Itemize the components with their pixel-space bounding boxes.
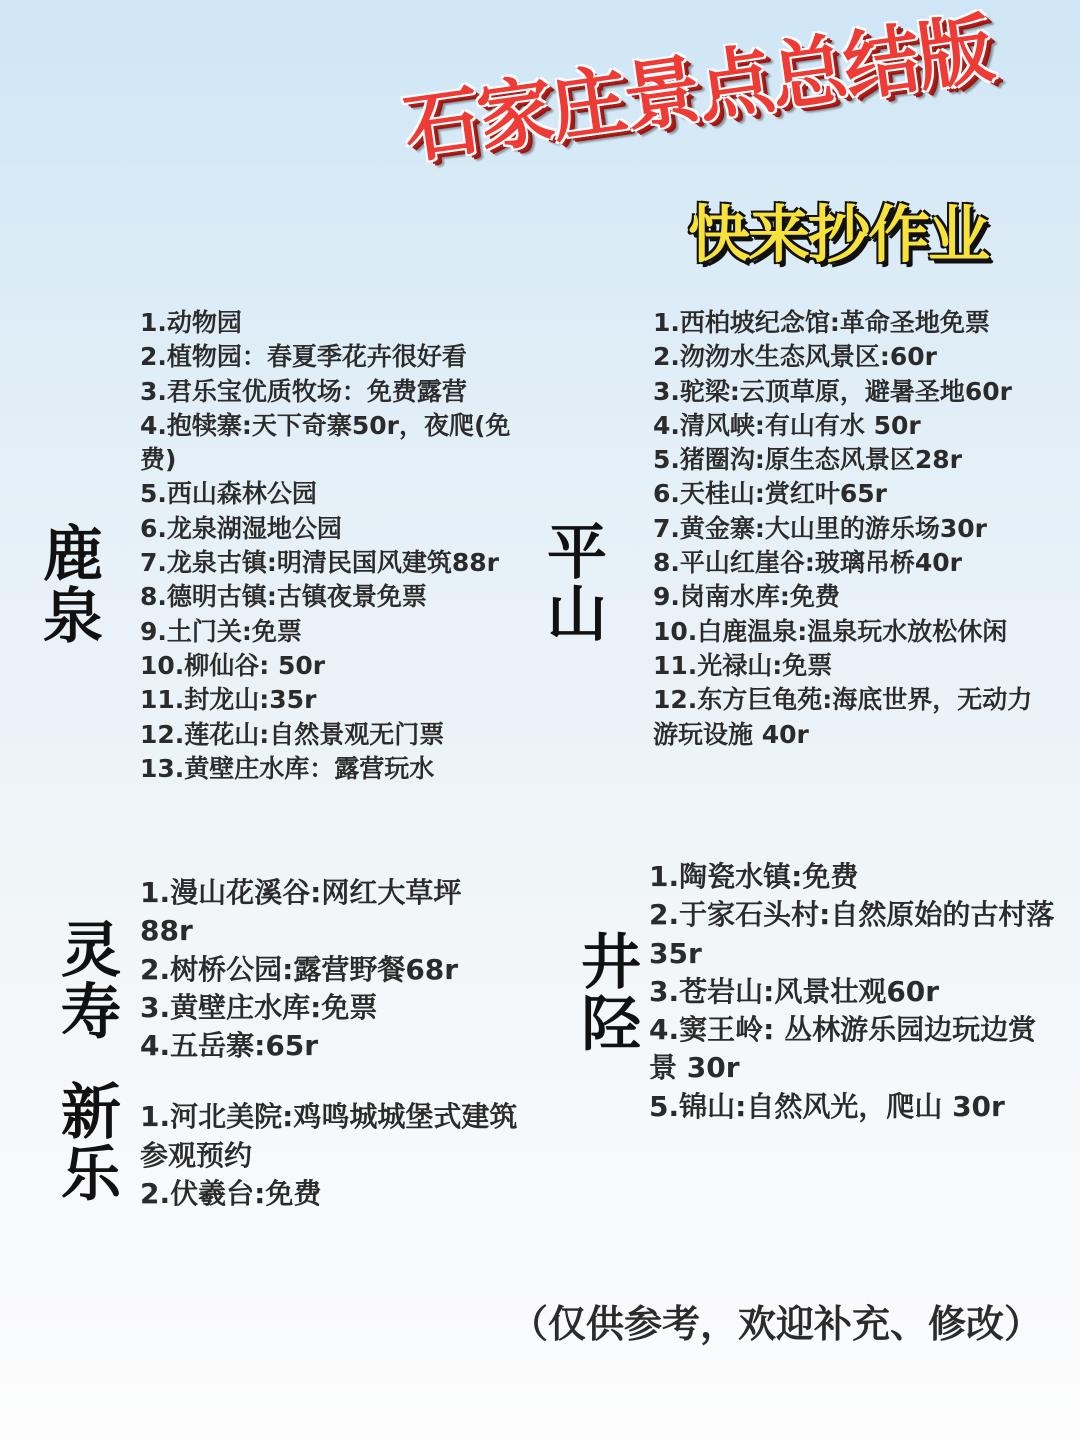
list-item: 5.锦山:自然风光，爬山 30r — [649, 1089, 1005, 1123]
region-label-pingshan: 平山 — [537, 520, 607, 644]
list-item: 7.黄金寨:大山里的游乐场30r — [653, 513, 988, 543]
list-item: 7.龙泉古镇:明清民国风建筑88r — [140, 548, 500, 578]
list-item: 8.德明古镇:古镇夜景免票 — [140, 582, 427, 612]
list-item: 13.黄壁庄水库：露营玩水 — [140, 753, 435, 783]
list-item: 1.动物园 — [140, 308, 242, 337]
list-item: 1.西柏坡纪念馆:革命圣地免票 — [653, 308, 990, 337]
region-label-luquan: 鹿泉 — [33, 522, 103, 646]
list-item: 5.西山森林公园 — [140, 479, 317, 509]
list-item: 2.植物园：春夏季花卉很好看 — [140, 342, 467, 372]
list-item: 3.驼梁:云顶草原，避暑圣地60r — [653, 376, 1013, 406]
list-item: 3.黄壁庄水库:免票 — [140, 990, 378, 1024]
list-item: 4.五岳寨:65r — [140, 1029, 319, 1063]
list-item: 12.莲花山:自然景观无门票 — [140, 719, 445, 749]
list-item: 12.东方巨龟苑:海底世界，无动力游玩设施 40r — [653, 685, 1033, 749]
page-subtitle: 快来抄作业 — [688, 198, 989, 271]
list-item: 11.封龙山:35r — [140, 685, 317, 715]
list-item: 2.树桥公园:露营野餐68r — [140, 952, 459, 986]
lingshou-attraction-list — [140, 874, 512, 1065]
list-item: 9.岗南水库:免费 — [653, 582, 840, 612]
list-item: 3.苍岩山:风景壮观60r — [649, 974, 940, 1008]
footer-note: （仅供参考，欢迎补充、修改） — [510, 1302, 1043, 1346]
list-item: 3.君乐宝优质牧场：免费露营 — [140, 376, 467, 406]
list-item: 6.龙泉湖湿地公园 — [140, 513, 342, 543]
list-item: 8.平山红崖谷:玻璃吊桥40r — [653, 548, 963, 578]
list-item: 6.天桂山:赏红叶65r — [653, 479, 888, 509]
list-item: 1.河北美院:鸡鸣城城堡式建筑参观预约 — [140, 1100, 518, 1172]
list-item: 1.陶瓷水镇:免费 — [649, 860, 859, 893]
jingxing-attraction-list — [649, 858, 1059, 1126]
luquan-attraction-list — [140, 306, 518, 786]
list-item: 2.于家石头村:自然原始的古村落35r — [649, 898, 1055, 970]
list-item: 9.土门关:免票 — [140, 616, 302, 646]
list-item: 2.伏羲台:免费 — [140, 1177, 322, 1211]
list-item: 10.白鹿温泉:温泉玩水放松休闲 — [653, 616, 1008, 646]
xinle-attraction-list — [140, 1098, 540, 1214]
list-item: 10.柳仙谷: 50r — [140, 650, 326, 680]
region-label-xinle: 新乐 — [51, 1080, 121, 1204]
list-item: 2.沕沕水生态风景区:60r — [653, 342, 938, 372]
list-item: 11.光禄山:免票 — [653, 650, 833, 680]
list-item: 4.窦王岭: 丛林游乐园边玩边赏景 30r — [649, 1013, 1037, 1085]
list-item: 4.清风峡:有山有水 50r — [653, 410, 921, 440]
page-title: 石家庄景点总结版 — [398, 3, 998, 174]
list-item: 4.抱犊寨:天下奇寨50r，夜爬(免费) — [140, 410, 511, 475]
pingshan-attraction-list — [653, 306, 1043, 752]
region-label-jingxing: 井陉 — [571, 930, 641, 1054]
region-label-lingshou: 灵寿 — [51, 918, 121, 1042]
list-item: 1.漫山花溪谷:网红大草坪88r — [140, 876, 462, 948]
list-item: 5.猪圈沟:原生态风景区28r — [653, 445, 963, 475]
